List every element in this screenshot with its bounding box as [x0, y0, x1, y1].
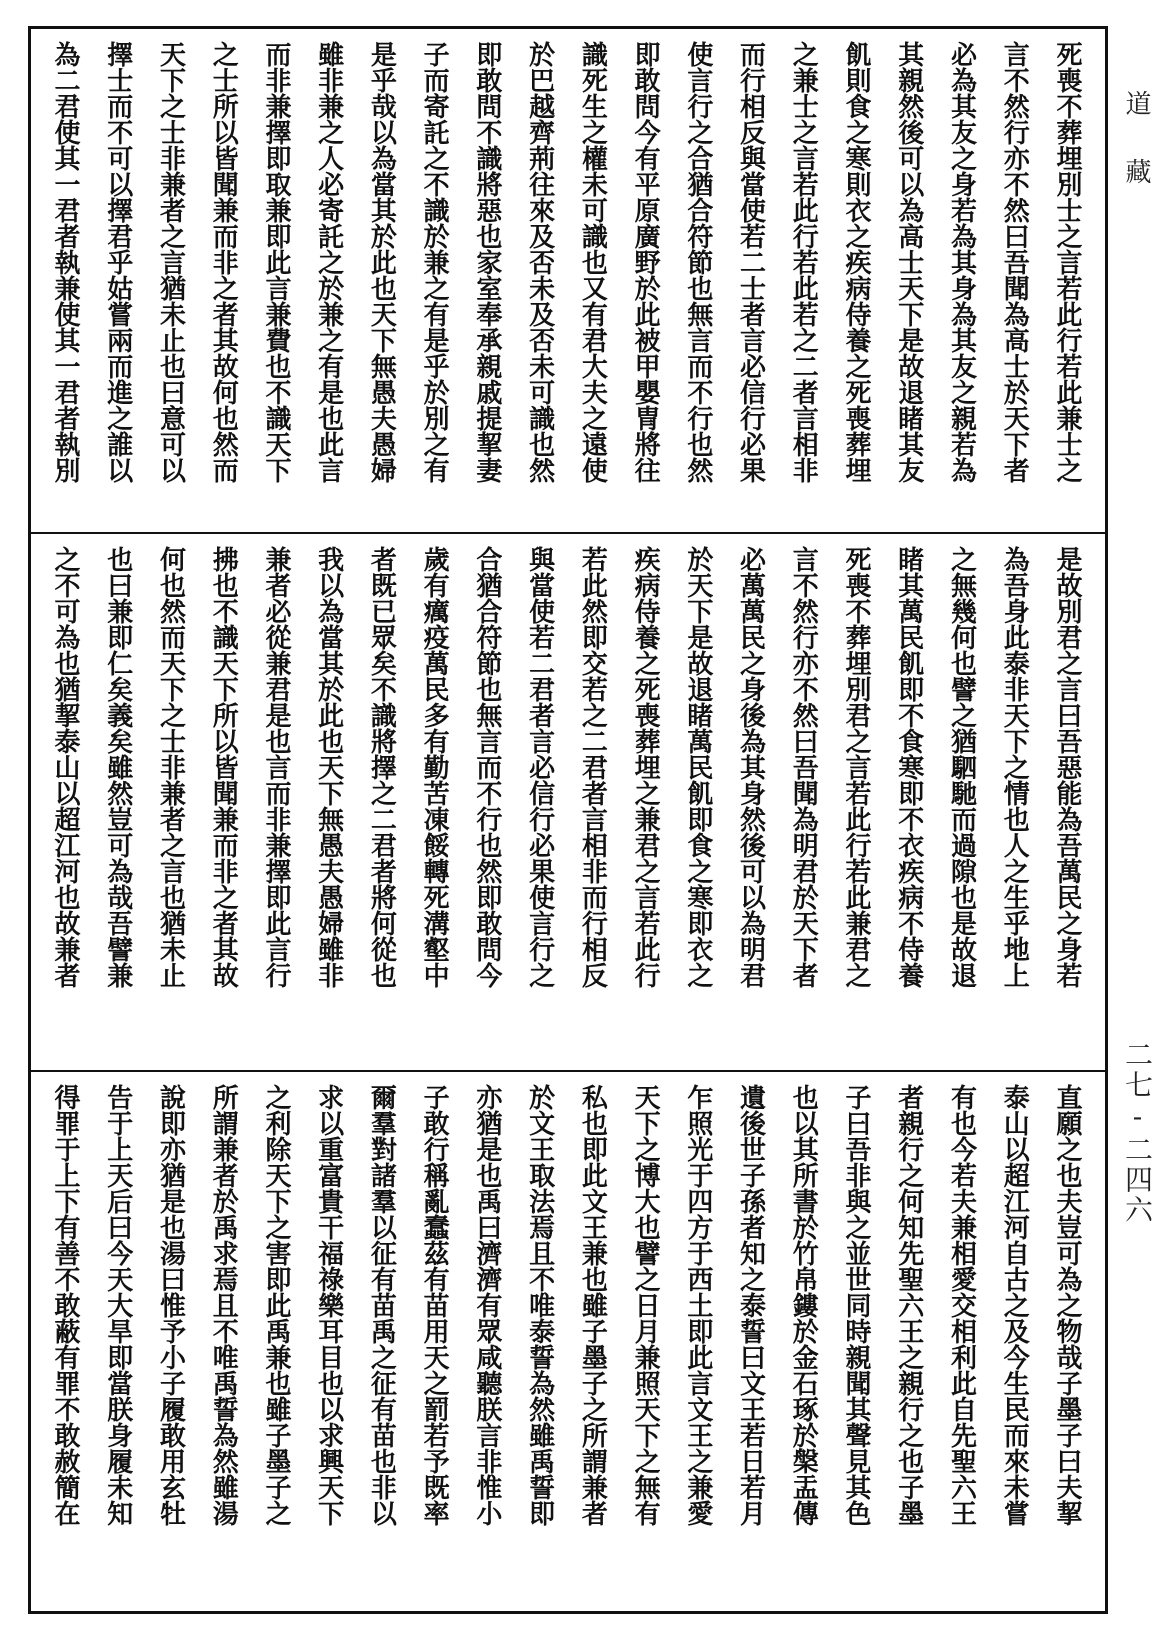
text-column: 得罪于上下有善不敢蔽有罪不敢赦簡在: [50, 1084, 80, 1526]
text-column: 子曰吾非與之並世同時親聞其聲見其色: [841, 1084, 872, 1526]
text-column: 是故別君之言曰吾惡能為吾萬民之身若: [1051, 546, 1082, 988]
text-column: 是乎哉以為當其於此也天下無愚夫愚婦: [366, 41, 397, 483]
text-column: 若此然即交若之二君者言相非而行相反: [577, 546, 608, 988]
text-column: 飢則食之寒則衣之疾病侍養之死喪葬埋: [841, 41, 872, 483]
text-column: 也曰兼即仁矣義矣雖然豈可為哉吾譬兼: [102, 546, 133, 988]
text-panel-middle: [31, 532, 1105, 1068]
text-column: 子而寄託之不識於兼之有是乎於別之有: [419, 41, 450, 483]
text-column: 乍照光于四方于西土即此言文王之兼愛: [682, 1084, 713, 1526]
text-column: 子敢行稱亂蠢茲有苗用天之罰若予既率: [419, 1084, 450, 1526]
text-column: 於巴越齊荊往來及否未及否未可識也然: [524, 41, 555, 483]
text-column: 有也今若夫兼相愛交相利此自先聖六王: [946, 1084, 977, 1526]
text-column: 何也然而天下之士非兼者之言也猶未止: [155, 546, 186, 988]
text-column: 其親然後可以為高士天下是故退睹其友: [893, 41, 924, 483]
text-column: 之無幾何也譬之猶駟馳而過隙也是故退: [946, 546, 977, 988]
text-column: 兼者必從兼君是也言而非兼擇即此言行: [260, 546, 291, 988]
page-frame: [28, 26, 1108, 1614]
page-number: 二七-二四六: [1121, 1040, 1154, 1225]
text-column: 泰山以超江河自古之及今生民而來未嘗: [999, 1084, 1030, 1526]
text-column: 之士所以皆聞兼而非之者其故何也然而: [208, 41, 239, 483]
text-column: 睹其萬民飢即不食寒即不衣疾病不侍養: [893, 546, 924, 988]
text-column: 言不然行亦不然曰吾聞為明君於天下者: [788, 546, 819, 988]
text-column: 之不可為也猶挈泰山以超江河也故兼者: [50, 546, 80, 988]
text-column: 於天下是故退睹萬民飢即食之寒即衣之: [682, 546, 713, 988]
text-column: 之利除天下之害即此禹兼也雖子墨子之: [260, 1084, 291, 1526]
text-panel-top: [31, 29, 1105, 532]
text-column: 死喪不葬埋別士之言若此行若此兼士之: [1051, 41, 1082, 483]
text-column: 識死生之權未可識也又有君大夫之遠使: [577, 41, 608, 483]
text-column: 為吾身此泰非天下之情也人之生乎地上: [999, 546, 1030, 988]
text-column: 爾羣對諸羣以征有苗禹之征有苗也非以: [366, 1084, 397, 1526]
text-column: 私也即此文王兼也雖子墨子之所謂兼者: [577, 1084, 608, 1526]
text-column: 必萬萬民之身後為其身然後可以為明君: [735, 546, 766, 988]
text-column: 使言行之合猶合符節也無言而不行也然: [682, 41, 713, 483]
text-column: 直願之也夫豈可為之物哉子墨子曰夫挈: [1051, 1084, 1082, 1526]
text-column: 即敢問今有平原廣野於此被甲嬰冑將往: [630, 41, 661, 483]
text-column: 疾病侍養之死喪葬埋之兼君之言若此行: [630, 546, 661, 988]
text-column: 即敢問不識將惡也家室奉承親戚提挈妻: [471, 41, 502, 483]
text-column: 擇士而不可以擇君乎姑嘗兩而進之誰以: [102, 41, 133, 483]
text-column: 與當使若二君者言必信行必果使言行之: [524, 546, 555, 988]
text-column: 必為其友之身若為其身為其友之親若為: [946, 41, 977, 483]
text-column: 歲有癘疫萬民多有勤苦凍餒轉死溝壑中: [419, 546, 450, 988]
text-column: 說即亦猶是也湯曰惟予小子履敢用玄牡: [155, 1084, 186, 1526]
text-column: 為二君使其一君者執兼使其一君者執別: [50, 41, 80, 483]
text-column: 於文王取法焉且不唯泰誓為然雖禹誓即: [524, 1084, 555, 1526]
text-column: 而非兼擇即取兼即此言兼費也不識天下: [260, 41, 291, 483]
text-column: 雖非兼之人必寄託之於兼之有是也此言: [313, 41, 344, 483]
text-column: 天下之士非兼者之言猶未止也曰意可以: [155, 41, 186, 483]
text-column: 求以重富貴干福祿樂耳目也以求興天下: [313, 1084, 344, 1526]
text-column: 亦猶是也禹曰濟濟有眾咸聽朕言非惟小: [471, 1084, 502, 1526]
text-column: 之兼士之言若此行若此若之二者言相非: [788, 41, 819, 483]
text-column: 也以其所書於竹帛鏤於金石琢於槃盂傳: [788, 1084, 819, 1526]
text-column: 而行相反與當使若二士者言必信行必果: [735, 41, 766, 483]
text-column: 遺後世子孫者知之泰誓曰文王若日若月: [735, 1084, 766, 1526]
text-panel-bottom: [31, 1070, 1105, 1611]
margin-title: 道藏: [1121, 90, 1151, 226]
text-column: 拂也不識天下所以皆聞兼而非之者其故: [208, 546, 239, 988]
text-column: 所謂兼者於禹求焉且不唯禹誓為然雖湯: [208, 1084, 239, 1526]
text-column: 天下之博大也譬之日月兼照天下之無有: [630, 1084, 661, 1526]
text-column: 言不然行亦不然曰吾聞為高士於天下者: [999, 41, 1030, 483]
text-column: 死喪不葬埋別君之言若此行若此兼君之: [841, 546, 872, 988]
text-column: 者親行之何知先聖六王之親行之也子墨: [893, 1084, 924, 1526]
text-column: 我以為當其於此也天下無愚夫愚婦雖非: [313, 546, 344, 988]
text-column: 告于上天后曰今天大旱即當朕身履未知: [102, 1084, 133, 1526]
text-column: 合猶合符節也無言而不行也然即敢問今: [471, 546, 502, 988]
text-column: 者既已眾矣不識將擇之二君者將何從也: [366, 546, 397, 988]
